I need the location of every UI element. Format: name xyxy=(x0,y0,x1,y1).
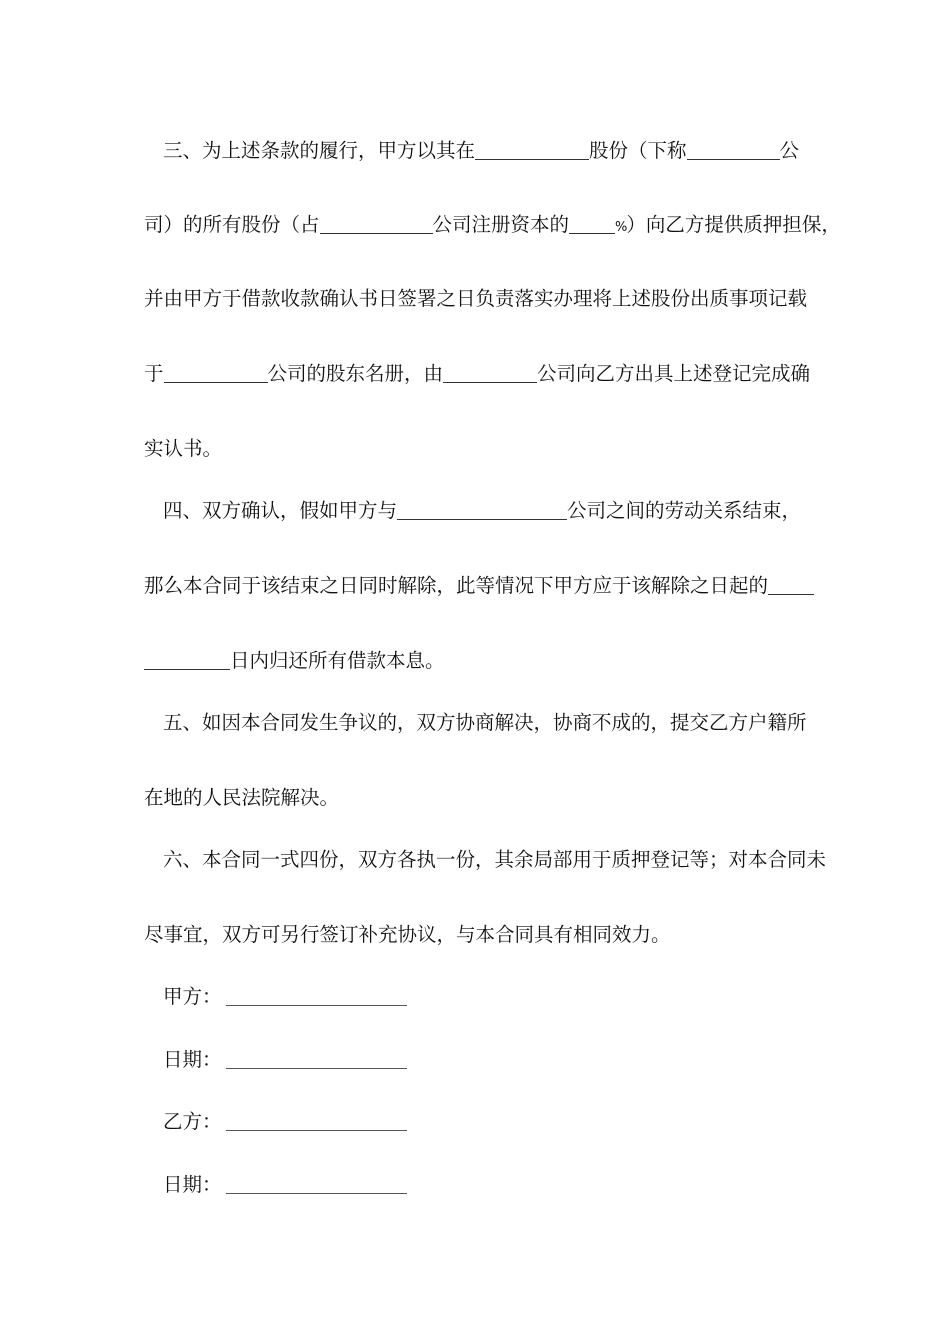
clause3-text: 实认书。 xyxy=(144,437,223,460)
signature-date-b xyxy=(163,1171,407,1199)
clause4-text: 四、双方确认，假如甲方与 xyxy=(163,499,398,522)
clause3-text: 股份（下称 xyxy=(589,139,687,162)
clause3-line3 xyxy=(144,285,807,313)
blank-field xyxy=(475,139,589,160)
clause3-text: 公司向乙方出具上述登记完成确 xyxy=(537,362,811,385)
date-b-label: 日期： xyxy=(163,1173,222,1196)
clause3-line4 xyxy=(144,360,810,388)
clause4-text: 公司之间的劳动关系结束， xyxy=(567,499,802,522)
blank-field xyxy=(164,362,268,383)
party-b-signature-field[interactable] xyxy=(226,1110,407,1131)
clause3-text: 公司注册资本的 xyxy=(432,213,570,236)
blank-field xyxy=(397,499,567,520)
clause6-text: 尽事宜，双方可另行签订补充协议，与本合同具有相同效力。 xyxy=(144,923,671,946)
blank-field xyxy=(768,574,814,595)
clause4-line2 xyxy=(144,572,814,600)
clause3-text: 于 xyxy=(144,362,164,385)
clause3-text: ）向乙方提供质押担保， xyxy=(626,213,841,236)
clause5-text: 在地的人民法院解决。 xyxy=(144,786,340,809)
clause3-line5 xyxy=(144,435,222,463)
clause4-line1 xyxy=(163,497,801,525)
clause4-text: 日内归还所有借款本息。 xyxy=(230,649,445,672)
party-a-label: 甲方： xyxy=(163,985,222,1008)
clause3-text: 司）的所有股份（占 xyxy=(144,213,320,236)
percent-sign: % xyxy=(615,220,627,235)
party-b-label: 乙方： xyxy=(163,1110,222,1133)
clause5-line1 xyxy=(163,709,807,737)
clause3-text: 公司的股东名册，由 xyxy=(267,362,444,385)
clause3-line1 xyxy=(163,137,799,165)
clause3-text: 三、为上述条款的履行，甲方以其在 xyxy=(163,139,476,162)
date-b-field[interactable] xyxy=(226,1173,407,1194)
clause6-text: 六、本合同一式四份，双方各执一份，其余局部用于质押登记等；对本合同未 xyxy=(163,848,827,871)
clause6-line1 xyxy=(163,846,826,874)
party-a-signature-field[interactable] xyxy=(226,985,407,1006)
clause3-text: 并由甲方于借款收款确认书日签署之日负责落实办理将上述股份出质事项记载 xyxy=(144,287,808,310)
blank-field xyxy=(569,213,615,234)
signature-party-a xyxy=(163,983,407,1011)
clause6-line2 xyxy=(144,921,671,949)
clause5-line2 xyxy=(144,784,339,812)
blank-field xyxy=(687,139,780,160)
date-a-label: 日期： xyxy=(163,1048,222,1071)
signature-date-a xyxy=(163,1046,407,1074)
clause3-text: 公 xyxy=(779,139,800,162)
blank-field xyxy=(443,362,537,383)
clause4-line3 xyxy=(144,647,445,675)
blank-field xyxy=(144,649,230,670)
clause4-text: 那么本合同于该结束之日同时解除，此等情况下甲方应于该解除之日起的 xyxy=(144,574,769,597)
clause5-text: 五、如因本合同发生争议的，双方协商解决，协商不成的，提交乙方户籍所 xyxy=(163,711,807,734)
blank-field xyxy=(320,213,433,234)
signature-party-b xyxy=(163,1108,407,1136)
date-a-field[interactable] xyxy=(226,1048,407,1069)
clause3-line2 xyxy=(144,211,841,239)
